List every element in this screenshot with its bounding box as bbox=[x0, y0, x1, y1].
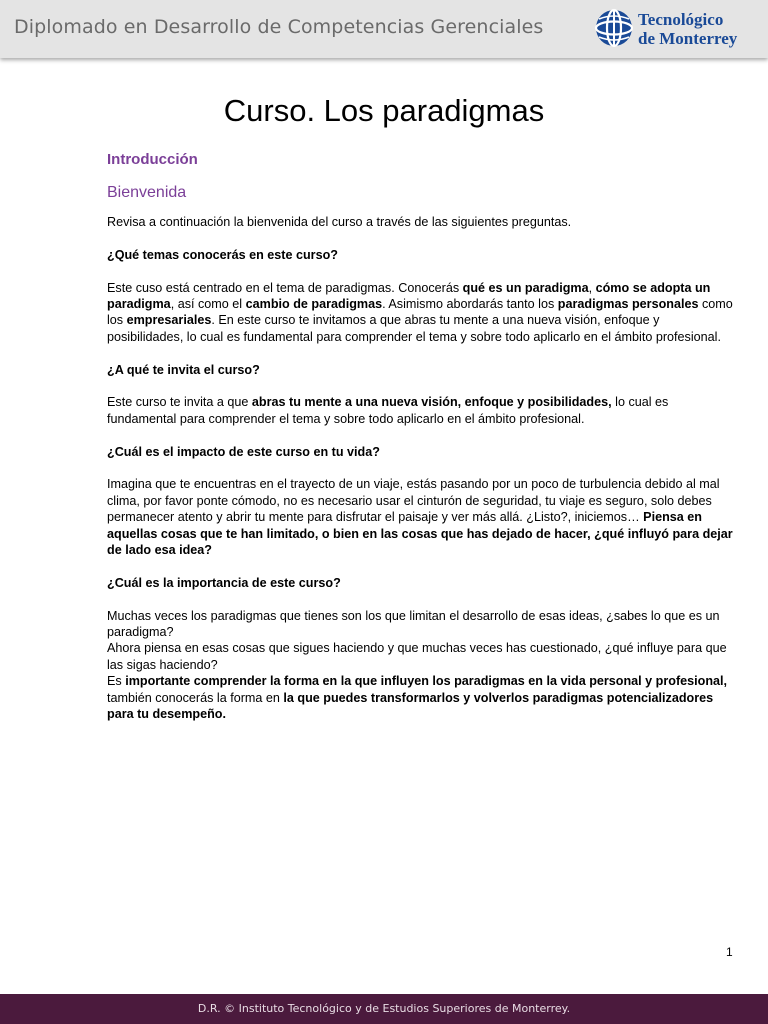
document-body bbox=[107, 214, 739, 722]
intro-paragraph: Revisa a continuación la bienvenida del curso a través de las siguientes preguntas. bbox=[107, 215, 572, 229]
answer-paragraph: Este cuso está centrado en el tema de paradigmas. Conocerás qué es un paradigma, cómo se adopta un paradigma, así como el cambio de paradigmas. Asimismo abordarás tanto los paradigmas personales como los empresariales. En este curso te invitamos a que abras tu mente a una nueva visión, enfoque y posibilidades, lo cual es fundamental para comprender el tema y sobre todo aplicarlo en el ámbito profesional. bbox=[107, 280, 733, 344]
answer-paragraph: Muchas veces los paradigmas que tienes son los que limitan el desarrollo de esas ideas, ¿sabes lo que es un paradigma? bbox=[107, 608, 720, 640]
answer-paragraph: Imagina que te encuentras en el trayecto de un viaje, estás pasando por un poco de turbulencia debido al mal clima, por favor ponte cómodo, no es necesario usar el cinturón de seguridad, tu viaje es seguro, solo debes permanecer atento y abrir tu mente para disfrutar el paisaje y ver más allá. ¿Listo?, iniciemos… Piensa en aquellas cosas que te han limitado, o bien en las cosas que has dejado de hacer, ¿qué influyó para dejar de lado esa idea? bbox=[107, 477, 733, 558]
question-heading: ¿Qué temas conocerás en este curso? bbox=[107, 247, 338, 262]
globe-logo-icon bbox=[594, 8, 634, 48]
question-heading: ¿A qué te invita el curso? bbox=[107, 362, 260, 377]
logo-line-1: Tecnológico bbox=[638, 10, 724, 29]
header-title: Diplomado en Desarrollo de Competencias Gerenciales bbox=[14, 16, 544, 38]
institution-logo bbox=[594, 8, 754, 52]
section-heading: Introducción bbox=[107, 151, 198, 168]
answer-paragraph: Este curso te invita a que abras tu mente a una nueva visión, enfoque y posibilidades, lo cual es fundamental para comprender el tema y sobre todo aplicarlo en el ámbito profesional. bbox=[107, 395, 669, 426]
copyright-text: D.R. © Instituto Tecnológico y de Estudios Superiores de Monterrey. bbox=[197, 1002, 571, 1015]
document-header bbox=[0, 0, 768, 58]
subsection-heading: Bienvenida bbox=[107, 184, 187, 201]
question-heading: ¿Cuál es el impacto de este curso en tu vida? bbox=[107, 444, 380, 459]
logo-wordmark bbox=[638, 10, 737, 48]
page-title: Curso. Los paradigmas bbox=[223, 93, 545, 128]
answer-paragraph: Ahora piensa en esas cosas que sigues haciendo y que muchas veces has cuestionado, ¿qué influye para que las sigas haciendo? bbox=[107, 641, 727, 672]
logo-line-2: de Monterrey bbox=[638, 29, 738, 48]
question-heading: ¿Cuál es la importancia de este curso? bbox=[107, 575, 341, 590]
answer-paragraph: Es importante comprender la forma en la que influyen los paradigmas en la vida personal y profesional, también conocerás la forma en la que puedes transformarlos y volverlos paradigmas potencializadores para tu desempeño. bbox=[107, 674, 728, 722]
document-footer bbox=[0, 994, 768, 1024]
page-number: 1 bbox=[726, 945, 733, 959]
